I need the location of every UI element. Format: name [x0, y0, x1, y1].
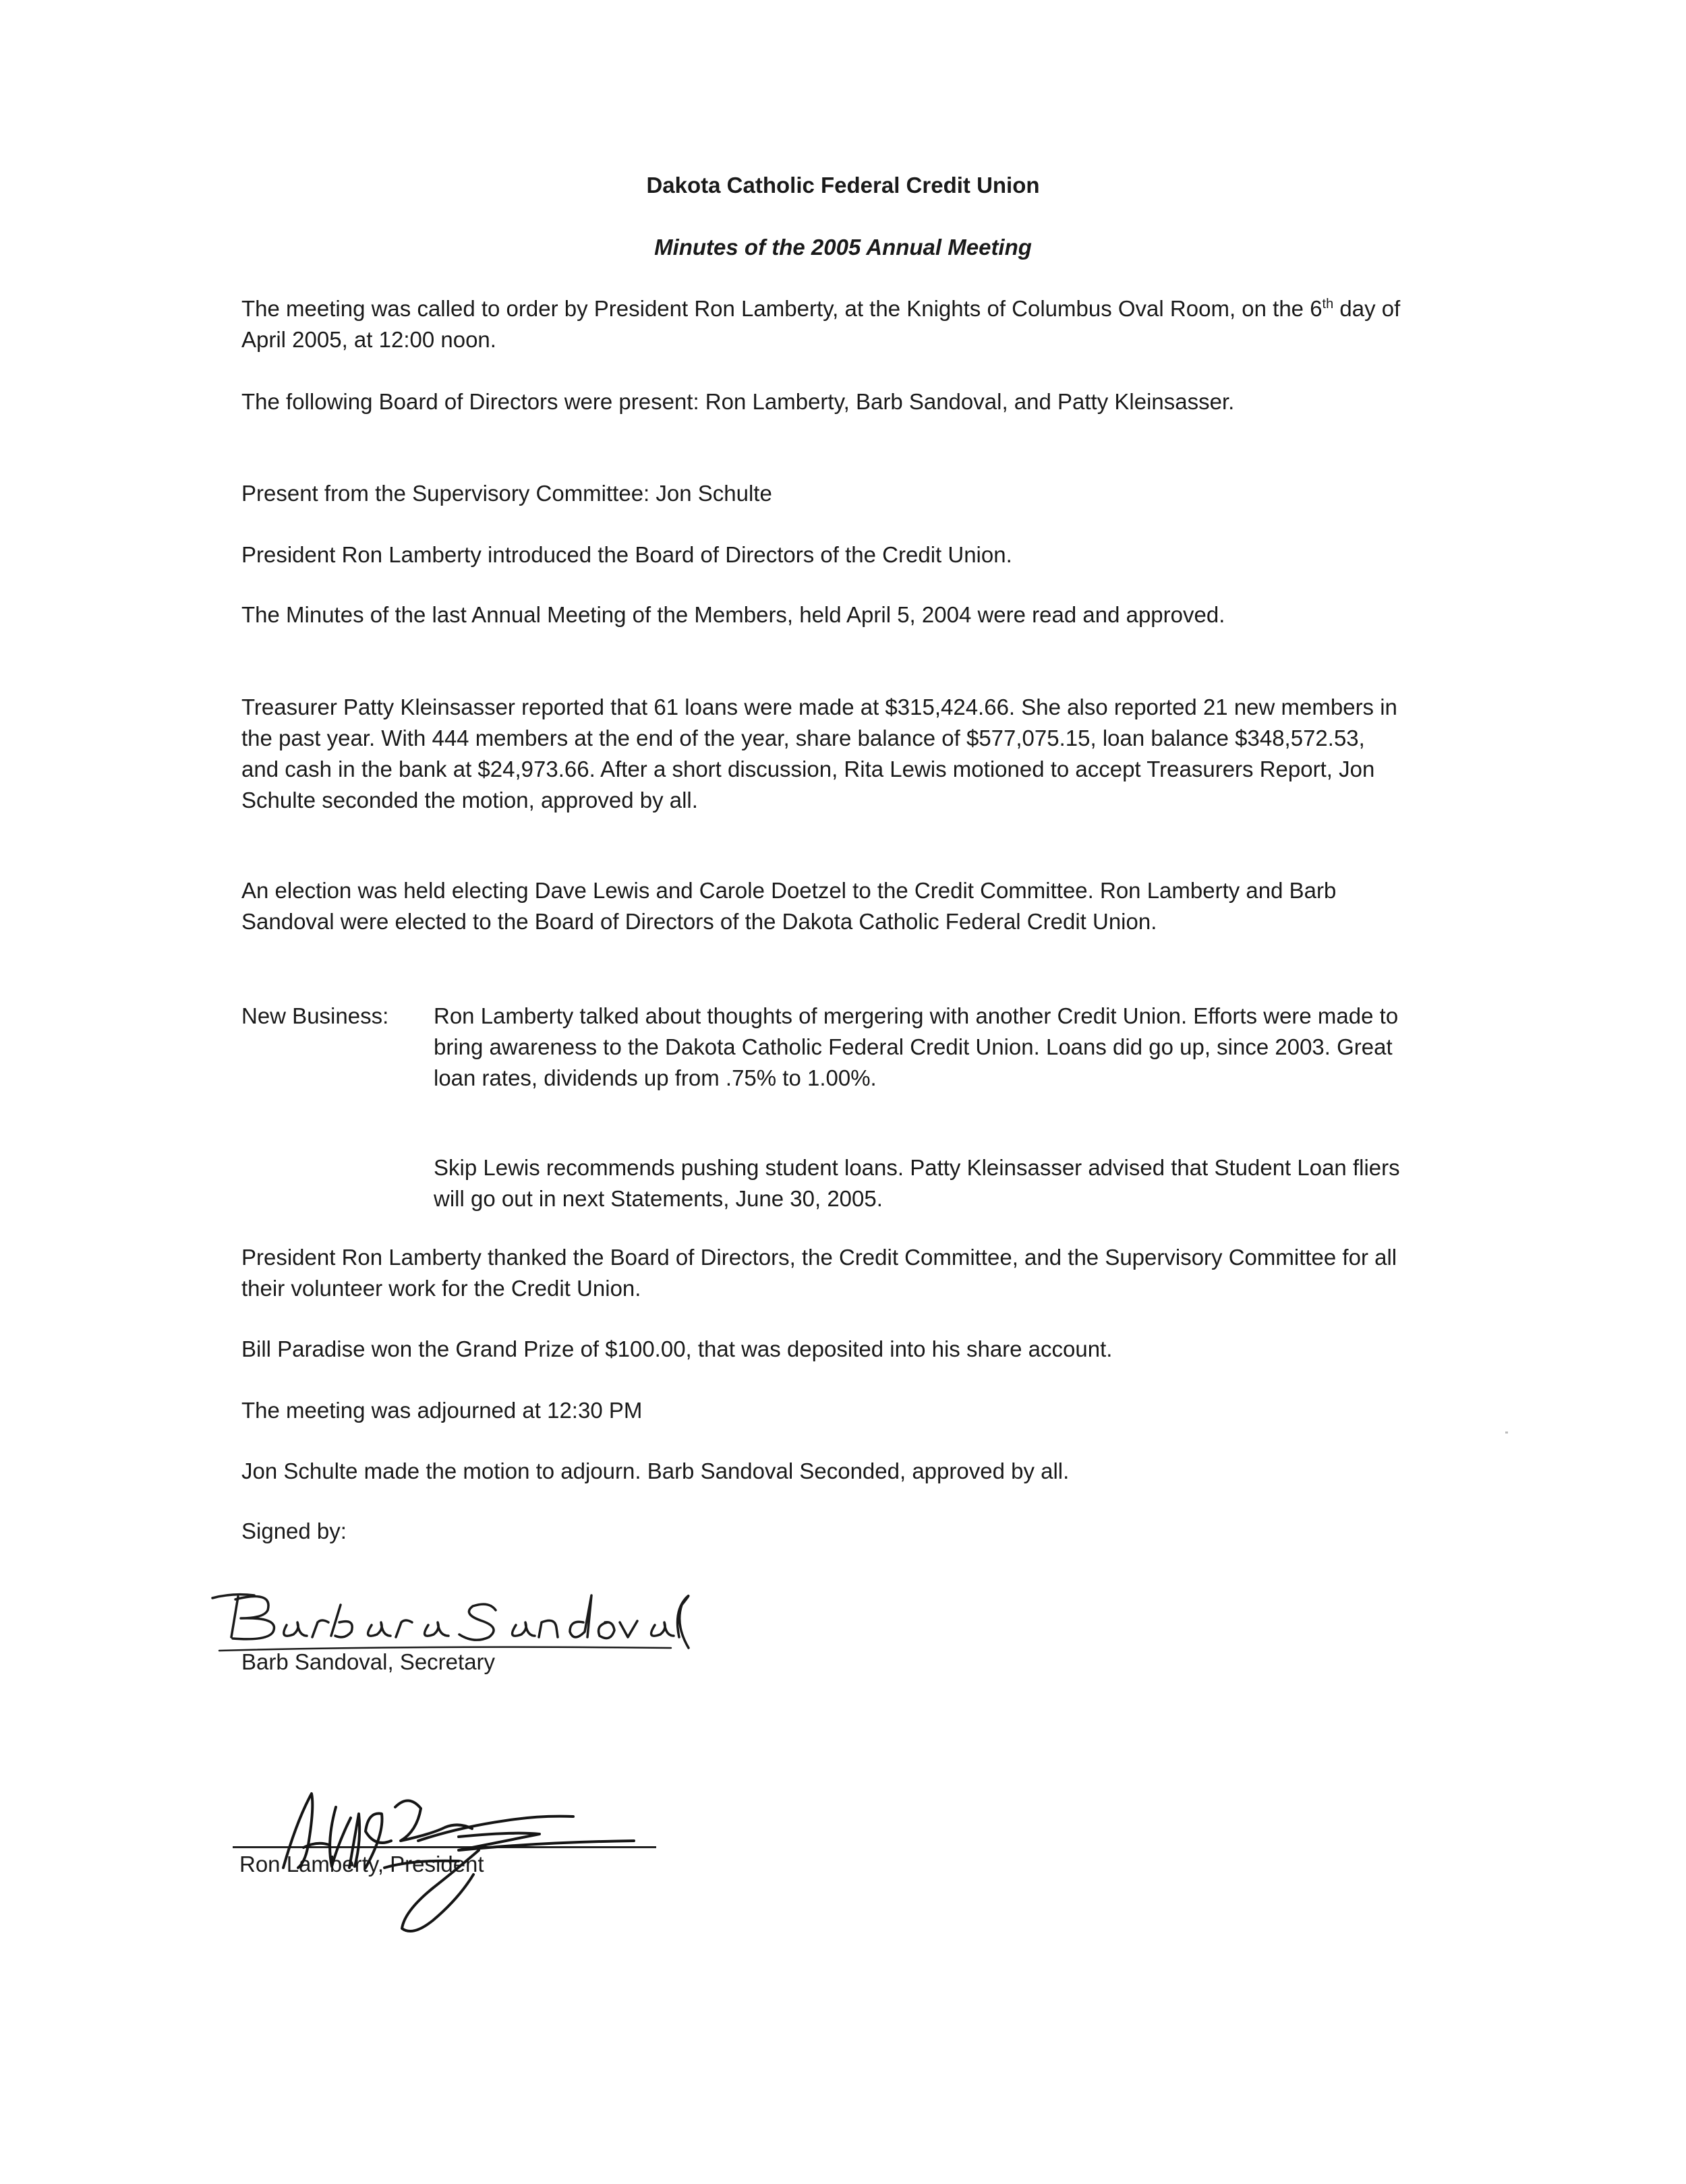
adjourn-motion-paragraph: Jon Schulte made the motion to adjourn. Barb Sandoval Seconded, approved by all. [241, 1458, 1070, 1483]
grand-prize-paragraph: Bill Paradise won the Grand Prize of $100.00, that was deposited into his share account. [241, 1336, 1113, 1361]
organization-title: Dakota Catholic Federal Credit Union [646, 173, 1040, 198]
document-subtitle: Minutes of the 2005 Annual Meeting [654, 235, 1032, 260]
scan-speck [1505, 1432, 1508, 1434]
treasurer-report-paragraph: Treasurer Patty Kleinsasser reported that 61 loans were made at $315,424.66. She also reported 21 new members in the past year. With 444 members at the end of the year, share balance of $577,075.15, loan balance $348,572.53, and cash in the bank at $24,973.66. After a short discussion, Rita Lewis motioned to accept Treasurers Report, Jon Schulte seconded the motion, approved by all. [241, 695, 1397, 813]
president-printed-name: Ron Lamberty, President [239, 1852, 484, 1877]
president-signature [256, 1767, 674, 1942]
signed-by-label: Signed by: [241, 1518, 347, 1543]
introduction-paragraph: President Ron Lamberty introduced the Board of Directors of the Credit Union. [241, 542, 1012, 567]
new-business-item-merger: Ron Lamberty talked about thoughts of mergering with another Credit Union. Efforts were made to bring awareness to the Dakota Catholic Federal Credit Union. Loans did go up, since 2003. Great loan rates, dividends up from .75% to 1.00%. [434, 1003, 1399, 1090]
secretary-printed-name: Barb Sandoval, Secretary [241, 1649, 496, 1674]
election-paragraph: An election was held electing Dave Lewis and Carole Doetzel to the Credit Committee. Ron Lamberty and Barb Sandoval were elected to the Board of Directors of the Dakota Catholic Federal Credit Union. [241, 878, 1337, 934]
call-to-order-paragraph [241, 293, 1401, 355]
call-to-order-text: The meeting was called to order by President Ron Lamberty, at the Knights of Columbus Oval Room, on the 6 [241, 296, 1322, 321]
board-present-paragraph: The following Board of Directors were present: Ron Lamberty, Barb Sandoval, and Patty Kleinsasser. [241, 389, 1235, 414]
call-to-order-text-end: day of April 2005, at 12:00 noon. [241, 296, 1401, 352]
secretary-signature [206, 1578, 691, 1659]
new-business-item-student-loans: Skip Lewis recommends pushing student loans. Patty Kleinsasser advised that Student Loan fliers will go out in next Statements, June 30, 2005. [434, 1155, 1400, 1211]
prior-minutes-paragraph: The Minutes of the last Annual Meeting of the Members, held April 5, 2004 were read and approved. [241, 602, 1225, 627]
ordinal-suffix: th [1322, 297, 1334, 312]
supervisory-present-paragraph: Present from the Supervisory Committee: Jon Schulte [241, 481, 772, 506]
thanks-paragraph: President Ron Lamberty thanked the Board of Directors, the Credit Committee, and the Supervisory Committee for all their volunteer work for the Credit Union. [241, 1245, 1397, 1301]
adjourned-paragraph: The meeting was adjourned at 12:30 PM [241, 1398, 643, 1423]
new-business-label: New Business: [241, 1003, 389, 1028]
